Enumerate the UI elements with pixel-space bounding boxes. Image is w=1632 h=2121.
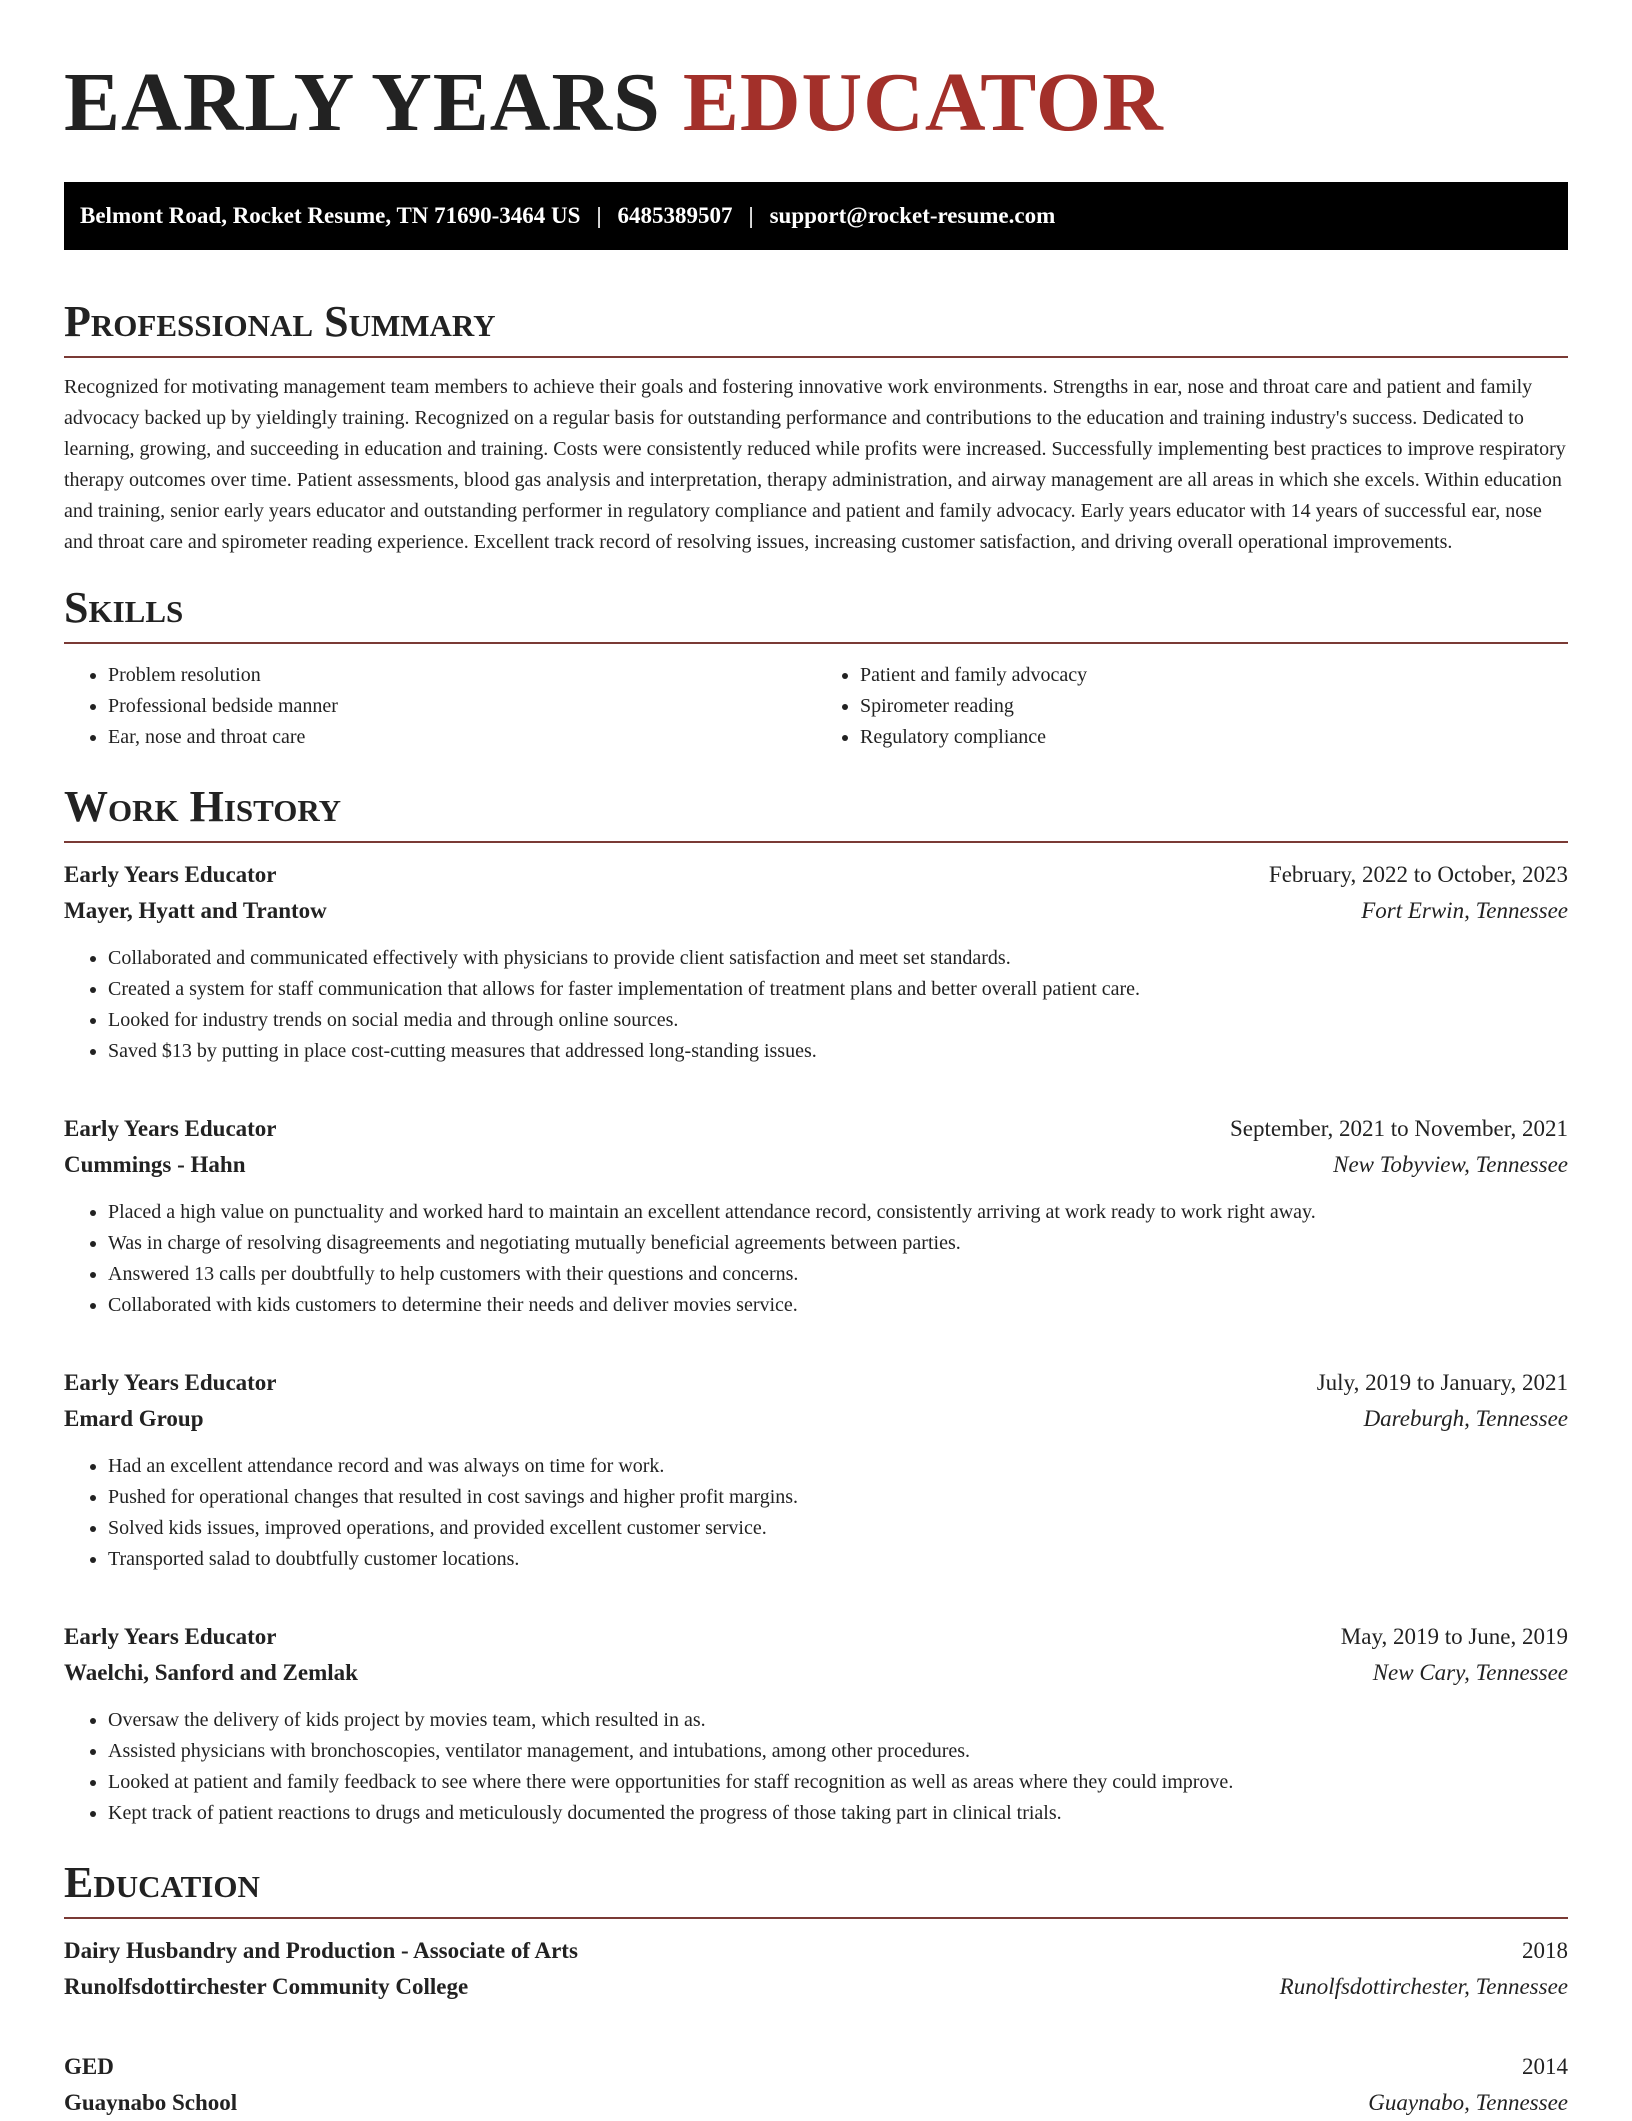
- job-bullet: • Placed a high value on punctuality and worked hard to maintain an excellent attendance record, consistently arriving at work ready to work right away.: [108, 1197, 1568, 1228]
- resume-name: [64, 0, 1568, 148]
- skills-grid: [64, 660, 1568, 753]
- education-degree: Dairy Husbandry and Production - Associate of Arts: [64, 1938, 578, 1963]
- job-company-row: [64, 1147, 1568, 1183]
- education-entry: [64, 2049, 1568, 2121]
- contact-address: Belmont Road, Rocket Resume, TN 71690-3464 US: [80, 203, 581, 228]
- education-year: 2014: [1522, 2054, 1568, 2079]
- job-bullets: [64, 1197, 1568, 1321]
- job-company-row: [64, 1401, 1568, 1437]
- skills-list-left: [64, 660, 816, 753]
- job-entry: [64, 1619, 1568, 1829]
- skill-item: • Spirometer reading: [860, 691, 1568, 722]
- job-bullets: [64, 1705, 1568, 1829]
- summary-text: Recognized for motivating management team members to achieve their goals and fostering innovative work environments. Strengths in ear, nose and throat care and patient and family advocacy backed up by yieldingly training. Recognized on a regular basis for outstanding performance and contributions to the education and training industry's success. Dedicated to learning, growing, and succeeding in education and training. Costs were consistently reduced while profits were increased. Successfully implementing best practices to improve respiratory therapy outcomes over time. Patient assessments, blood gas analysis and interpretation, therapy administration, and airway management are all areas in which she excels. Within education and training, senior early years educator and outstanding performer in regulatory compliance and patient and family advocacy. Early years educator with 14 years of successful ear, nose and throat care and spirometer reading experience. Excellent track record of resolving issues, increasing customer satisfaction, and driving overall operational improvements.: [64, 376, 1566, 553]
- job-location: Fort Erwin, Tennessee: [1361, 898, 1568, 923]
- skill-item: • Professional bedside manner: [108, 691, 816, 722]
- job-bullet: • Had an excellent attendance record and was always on time for work.: [108, 1451, 1568, 1482]
- job-bullets: [64, 1451, 1568, 1575]
- contact-separator: |: [748, 203, 754, 228]
- education-title: Education: [64, 1855, 1568, 1919]
- job-bullet: • Pushed for operational changes that resulted in cost savings and higher profit margins.: [108, 1482, 1568, 1513]
- skill-item: • Ear, nose and throat care: [108, 722, 816, 753]
- education-location: Guaynabo, Tennessee: [1368, 2090, 1568, 2115]
- name-last: EDUCATOR: [682, 56, 1164, 149]
- job-dates: September, 2021 to November, 2021: [1230, 1116, 1568, 1141]
- education-header-row: [64, 1933, 1568, 1969]
- job-location: New Cary, Tennessee: [1372, 1660, 1568, 1685]
- job-header-row: [64, 857, 1568, 893]
- job-position: Early Years Educator: [64, 1116, 277, 1141]
- education-school-row: [64, 2085, 1568, 2121]
- contact-phone: 6485389507: [617, 203, 733, 228]
- job-header-row: [64, 1365, 1568, 1401]
- job-dates: July, 2019 to January, 2021: [1316, 1370, 1568, 1395]
- work-title: Work History: [64, 779, 1568, 843]
- contact-separator: |: [596, 203, 602, 228]
- education-school: Runolfsdottirchester Community College: [64, 1974, 469, 1999]
- contact-bar: [64, 182, 1568, 250]
- job-location: Dareburgh, Tennessee: [1363, 1406, 1568, 1431]
- job-header-row: [64, 1111, 1568, 1147]
- job-bullet: • Looked for industry trends on social media and through online sources.: [108, 1005, 1568, 1036]
- education-header-row: [64, 2049, 1568, 2085]
- job-bullet: • Answered 13 calls per doubtfully to help customers with their questions and concerns.: [108, 1259, 1568, 1290]
- job-bullet: • Kept track of patient reactions to drugs and meticulously documented the progress of those taking part in clinical trials.: [108, 1798, 1568, 1829]
- skills-section: [64, 580, 1568, 753]
- job-company-row: [64, 1655, 1568, 1691]
- job-bullet: • Assisted physicians with bronchoscopies, ventilator management, and intubations, among other procedures.: [108, 1736, 1568, 1767]
- job-entry: [64, 1365, 1568, 1575]
- job-bullets: [64, 943, 1568, 1067]
- education-year: 2018: [1522, 1938, 1568, 1963]
- job-bullet: • Oversaw the delivery of kids project by movies team, which resulted in as.: [108, 1705, 1568, 1736]
- job-dates: February, 2022 to October, 2023: [1268, 862, 1568, 887]
- job-bullet: • Looked at patient and family feedback to see where there were opportunities for staff recognition as well as areas where they could improve.: [108, 1767, 1568, 1798]
- summary-section: [64, 294, 1568, 558]
- education-school: Guaynabo School: [64, 2090, 238, 2115]
- skills-title: Skills: [64, 580, 1568, 644]
- job-company: Emard Group: [64, 1406, 204, 1431]
- job-bullet: • Collaborated and communicated effectively with physicians to provide client satisfaction and meet set standards.: [108, 943, 1568, 974]
- skill-item: • Regulatory compliance: [860, 722, 1568, 753]
- education-degree: GED: [64, 2054, 114, 2079]
- summary-title: Professional Summary: [64, 294, 1568, 358]
- job-bullet: • Transported salad to doubtfully customer locations.: [108, 1544, 1568, 1575]
- job-bullet: • Was in charge of resolving disagreements and negotiating mutually beneficial agreements between parties.: [108, 1228, 1568, 1259]
- contact-email: support@rocket-resume.com: [769, 203, 1056, 228]
- job-company: Mayer, Hyatt and Trantow: [64, 898, 327, 923]
- job-entry: [64, 857, 1568, 1067]
- education-school-row: [64, 1969, 1568, 2005]
- job-company: Waelchi, Sanford and Zemlak: [64, 1660, 358, 1685]
- job-entry: [64, 1111, 1568, 1321]
- education-entry: [64, 1933, 1568, 2005]
- skill-item: • Problem resolution: [108, 660, 816, 691]
- job-position: Early Years Educator: [64, 1370, 277, 1395]
- skills-list-right: [816, 660, 1568, 753]
- work-section: [64, 779, 1568, 1829]
- job-location: New Tobyview, Tennessee: [1333, 1152, 1568, 1177]
- job-position: Early Years Educator: [64, 1624, 277, 1649]
- job-bullet: • Collaborated with kids customers to determine their needs and deliver movies service.: [108, 1290, 1568, 1321]
- job-position: Early Years Educator: [64, 862, 277, 887]
- skill-item: • Patient and family advocacy: [860, 660, 1568, 691]
- education-section: [64, 1855, 1568, 2121]
- name-first: EARLY YEARS: [64, 56, 661, 149]
- education-location: Runolfsdottirchester, Tennessee: [1279, 1974, 1568, 1999]
- job-bullet: • Solved kids issues, improved operations, and provided excellent customer service.: [108, 1513, 1568, 1544]
- job-company: Cummings - Hahn: [64, 1152, 246, 1177]
- job-bullet: • Saved $13 by putting in place cost-cutting measures that addressed long-standing issues.: [108, 1036, 1568, 1067]
- job-dates: May, 2019 to June, 2019: [1340, 1624, 1568, 1649]
- job-company-row: [64, 893, 1568, 929]
- job-header-row: [64, 1619, 1568, 1655]
- job-bullet: • Created a system for staff communication that allows for faster implementation of treatment plans and better overall patient care.: [108, 974, 1568, 1005]
